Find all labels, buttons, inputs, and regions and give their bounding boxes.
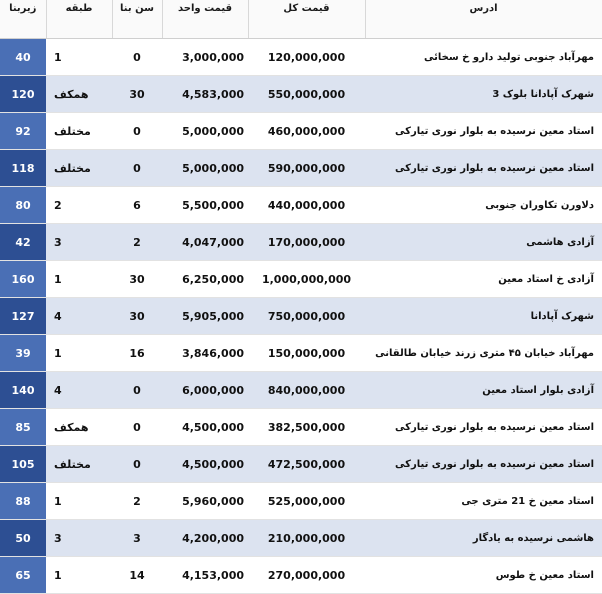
cell-age: 2 [112, 224, 162, 261]
cell-floor: 3 [46, 224, 112, 261]
cell-address: استاد معین نرسیده به بلوار نوری تیارکی [365, 150, 602, 187]
cell-floor: 3 [46, 520, 112, 557]
cell-floor: 1 [46, 557, 112, 594]
cell-floor: 4 [46, 372, 112, 409]
table-row [0, 409, 602, 446]
cell-address: آزادی بلوار استاد معین [365, 372, 602, 409]
cell-area: 88 [0, 483, 46, 520]
cell-age: 2 [112, 483, 162, 520]
cell-total-price: 270,000,000 [248, 557, 365, 594]
table-row [0, 113, 602, 150]
table-row [0, 557, 602, 594]
cell-unit-price: 5,500,000 [162, 187, 248, 224]
cell-unit-price: 6,250,000 [162, 261, 248, 298]
cell-unit-price: 3,000,000 [162, 39, 248, 76]
cell-total-price: 590,000,000 [248, 150, 365, 187]
cell-floor: همکف [46, 76, 112, 113]
cell-floor: 1 [46, 39, 112, 76]
cell-floor: مختلف [46, 150, 112, 187]
table-row [0, 298, 602, 335]
cell-area: 120 [0, 76, 46, 113]
cell-area: 85 [0, 409, 46, 446]
cell-area: 42 [0, 224, 46, 261]
table-row [0, 483, 602, 520]
cell-age: 14 [112, 557, 162, 594]
cell-total-price: 460,000,000 [248, 113, 365, 150]
table-body [0, 39, 602, 594]
header-floor: طبقه [46, 0, 112, 39]
table-row [0, 261, 602, 298]
cell-unit-price: 5,000,000 [162, 150, 248, 187]
cell-age: 0 [112, 409, 162, 446]
cell-unit-price: 5,905,000 [162, 298, 248, 335]
cell-area: 127 [0, 298, 46, 335]
cell-total-price: 440,000,000 [248, 187, 365, 224]
cell-address: آزادی هاشمی [365, 224, 602, 261]
cell-address: آزادی خ استاد معین [365, 261, 602, 298]
cell-age: 0 [112, 113, 162, 150]
cell-area: 40 [0, 39, 46, 76]
cell-address: مهرآباد خیابان ۴۵ متری زرند خیابان طالقانی [365, 335, 602, 372]
cell-unit-price: 5,000,000 [162, 113, 248, 150]
cell-unit-price: 4,500,000 [162, 409, 248, 446]
cell-age: 0 [112, 39, 162, 76]
cell-total-price: 472,500,000 [248, 446, 365, 483]
table-row [0, 335, 602, 372]
cell-total-price: 525,000,000 [248, 483, 365, 520]
table-row [0, 76, 602, 113]
cell-floor: 1 [46, 335, 112, 372]
cell-total-price: 840,000,000 [248, 372, 365, 409]
cell-floor: 4 [46, 298, 112, 335]
cell-total-price: 170,000,000 [248, 224, 365, 261]
cell-floor: همکف [46, 409, 112, 446]
cell-floor: 2 [46, 187, 112, 224]
table-row [0, 446, 602, 483]
cell-floor: مختلف [46, 113, 112, 150]
cell-floor: 1 [46, 483, 112, 520]
cell-unit-price: 5,960,000 [162, 483, 248, 520]
cell-area: 140 [0, 372, 46, 409]
table-row [0, 150, 602, 187]
cell-unit-price: 4,153,000 [162, 557, 248, 594]
cell-address: استاد معین نرسیده به بلوار نوری تیارکی [365, 113, 602, 150]
header-area: زیربنا [0, 0, 46, 39]
cell-area: 80 [0, 187, 46, 224]
cell-area: 118 [0, 150, 46, 187]
cell-age: 16 [112, 335, 162, 372]
header-age: سن بنا [112, 0, 162, 39]
cell-total-price: 750,000,000 [248, 298, 365, 335]
cell-floor: مختلف [46, 446, 112, 483]
cell-area: 105 [0, 446, 46, 483]
cell-area: 160 [0, 261, 46, 298]
cell-age: 3 [112, 520, 162, 557]
cell-address: استاد معین نرسیده به بلوار نوری تیارکی [365, 446, 602, 483]
cell-area: 39 [0, 335, 46, 372]
cell-age: 30 [112, 76, 162, 113]
cell-address: استاد معین خ طوس [365, 557, 602, 594]
table-row [0, 39, 602, 76]
table-row [0, 224, 602, 261]
cell-address: شهرک آپادانا [365, 298, 602, 335]
cell-area: 92 [0, 113, 46, 150]
cell-unit-price: 6,000,000 [162, 372, 248, 409]
table-row [0, 520, 602, 557]
table-row [0, 372, 602, 409]
cell-address: مهرآباد جنوبی تولید دارو خ سخائی [365, 39, 602, 76]
cell-unit-price: 4,583,000 [162, 76, 248, 113]
cell-total-price: 1,000,000,000 [248, 261, 365, 298]
cell-area: 65 [0, 557, 46, 594]
cell-total-price: 150,000,000 [248, 335, 365, 372]
cell-total-price: 120,000,000 [248, 39, 365, 76]
cell-total-price: 550,000,000 [248, 76, 365, 113]
cell-unit-price: 3,846,000 [162, 335, 248, 372]
cell-age: 0 [112, 446, 162, 483]
cell-total-price: 382,500,000 [248, 409, 365, 446]
table-row [0, 187, 602, 224]
cell-address: هاشمی نرسیده به یادگار [365, 520, 602, 557]
cell-age: 0 [112, 372, 162, 409]
cell-age: 0 [112, 150, 162, 187]
cell-age: 6 [112, 187, 162, 224]
cell-address: استاد معین خ 21 متری جی [365, 483, 602, 520]
cell-age: 30 [112, 298, 162, 335]
header-unit-price: قیمت واحد [162, 0, 248, 39]
cell-address: شهرک آپادانا بلوک 3 [365, 76, 602, 113]
cell-floor: 1 [46, 261, 112, 298]
cell-total-price: 210,000,000 [248, 520, 365, 557]
header-row [0, 0, 602, 39]
cell-address: دلاورن تکاوران جنوبی [365, 187, 602, 224]
cell-unit-price: 4,500,000 [162, 446, 248, 483]
cell-unit-price: 4,047,000 [162, 224, 248, 261]
cell-unit-price: 4,200,000 [162, 520, 248, 557]
cell-area: 50 [0, 520, 46, 557]
header-total-price: قیمت کل [248, 0, 365, 39]
header-address: ادرس [365, 0, 602, 39]
cell-age: 30 [112, 261, 162, 298]
cell-address: استاد معین نرسیده به بلوار نوری تیارکی [365, 409, 602, 446]
